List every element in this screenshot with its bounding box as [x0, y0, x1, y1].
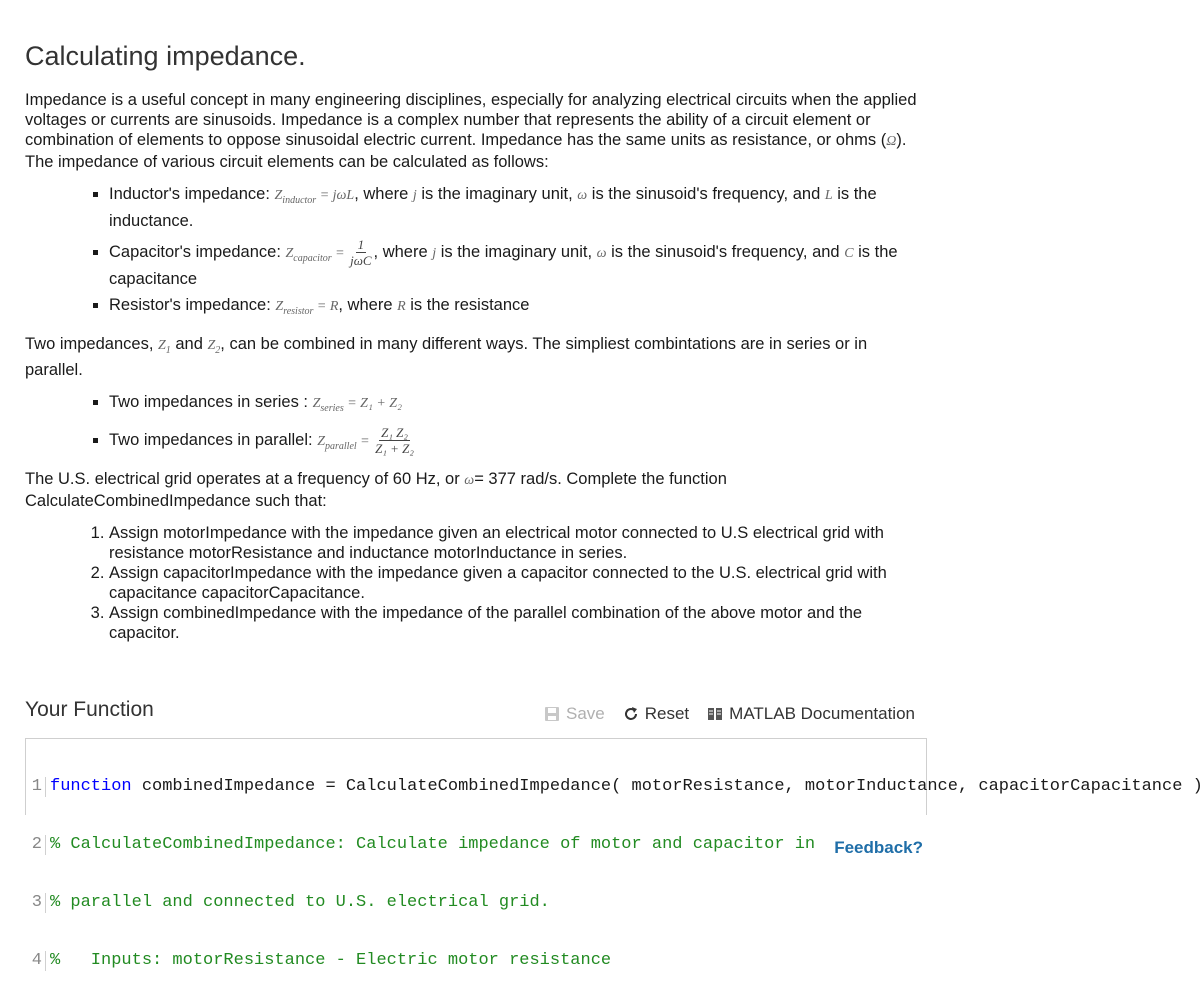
combination-list — [25, 392, 920, 456]
task-list — [25, 523, 920, 643]
combination-paragraph — [25, 334, 920, 381]
code-line — [26, 777, 1203, 797]
tail-text: is the capacitance — [109, 243, 898, 288]
tail-text: is the resistance — [405, 295, 530, 314]
book-icon — [707, 706, 723, 722]
line-number: 3 — [26, 893, 46, 913]
and-text: and — [170, 334, 208, 353]
task-item: 3. Assign combinedImpedance with the impedance of the parallel combination of the above motor and the capacitor. — [109, 603, 920, 643]
reset-label: Reset — [644, 704, 690, 723]
tail-text: is the inductance. — [109, 185, 877, 231]
omega-symbol: ω — [464, 472, 475, 488]
comment-text[interactable]: % CalculateCombinedImpedance: Calculate impedance of motor and capacitor in — [50, 835, 816, 854]
z2-sub: 2 — [215, 344, 221, 356]
l-symbol: L — [824, 188, 833, 204]
r-symbol: R — [397, 298, 406, 314]
intro-text: Impedance is a useful concept in many engineering disciplines, especially for analyzing electrical circuits when the applied voltages or currents are sinusoids. Impedance is a complex number that represents the ability of a circuit element or combination of elements to oppose sinusoidal electric current. Impedance has the same units as resistance, or ohms ( — [25, 91, 917, 150]
resistor-item — [109, 295, 920, 322]
grid-text: The U.S. electrical grid operates at a frequency of 60 Hz, or — [25, 469, 465, 488]
capacitor-label: Capacitor's impedance: — [109, 243, 286, 262]
intro-paragraph — [25, 90, 920, 172]
comment-text[interactable]: % Inputs: motorResistance - Electric motor resistance — [50, 951, 612, 970]
function-title: Your Function — [25, 698, 154, 721]
where-text: , where — [354, 185, 413, 204]
line-number: 4 — [26, 951, 46, 971]
line-number: 1 — [26, 777, 46, 797]
parallel-label: Two impedances in parallel: — [109, 431, 318, 450]
fraction-numerator: 1 — [357, 237, 365, 253]
function-panel-header — [25, 698, 915, 728]
formula-z: Z — [317, 434, 325, 450]
intro-text-end: ). The impedance of various circuit elements can be calculated as follows: — [25, 131, 907, 172]
series-label: Two impedances in series : — [109, 393, 313, 412]
freq-text: is the sinusoid's frequency, and — [606, 243, 845, 262]
resistor-label: Resistor's impedance: — [109, 295, 276, 314]
code-line — [26, 893, 926, 913]
freq-text: is the sinusoid's frequency, and — [587, 185, 825, 204]
save-icon — [544, 706, 560, 722]
formula-rhs: = R — [313, 298, 339, 314]
fraction-denominator: Z₁ + Z₂ — [375, 441, 414, 457]
feedback-link[interactable]: Feedback? — [834, 838, 923, 857]
task-item: 2. Assign capacitorImpedance with the impedance given a capacitor connected to the U.S. electrical grid with capacitance capacitorCapacitance. — [109, 563, 920, 603]
formula-sub: resistor — [283, 305, 314, 317]
docs-label: MATLAB Documentation — [729, 704, 915, 723]
formula-eq: = — [331, 246, 349, 262]
formula-sub: parallel — [325, 440, 357, 452]
formula-sub: capacitor — [293, 252, 332, 264]
parallel-formula — [317, 434, 374, 452]
formula-rhs: = Z₁ + Z₂ — [343, 396, 402, 412]
capacitor-formula — [285, 246, 349, 264]
omega-symbol: ω — [577, 188, 588, 204]
z1-letter: Z — [157, 337, 166, 353]
j-symbol: j — [412, 188, 417, 204]
editor-toolbar — [544, 704, 915, 724]
formula-rhs: = jωL — [316, 188, 355, 204]
line-content[interactable] — [46, 777, 1203, 797]
j-symbol: j — [432, 246, 437, 262]
parallel-item — [109, 425, 920, 457]
page-title: Calculating impedance. — [25, 41, 306, 71]
inductor-item — [109, 184, 920, 231]
comment-text[interactable]: % parallel and connected to U.S. electrical grid. — [50, 893, 550, 912]
element-list — [25, 184, 920, 321]
problem-description — [25, 40, 920, 655]
formula-z: Z — [275, 298, 284, 314]
where-text: , where — [373, 243, 433, 262]
z2-symbol — [207, 337, 221, 356]
code-line — [26, 951, 926, 971]
reset-icon — [623, 706, 639, 722]
formula-eq: = — [356, 434, 374, 450]
formula-z: Z — [312, 396, 321, 412]
inductor-label: Inductor's impedance: — [109, 185, 275, 204]
inductor-formula — [274, 188, 355, 207]
code-text: combinedImpedance = CalculateCombinedImpedance( motorResistance, motorInductance, capacitorCapacitance ) — [131, 777, 1203, 796]
formula-z: Z — [274, 188, 283, 204]
c-symbol: C — [844, 246, 854, 262]
combo-text: Two impedances, — [25, 334, 158, 353]
imag-text: is the imaginary unit, — [436, 243, 597, 262]
omega-symbol: ω — [596, 246, 607, 262]
resistor-formula — [275, 298, 339, 317]
imag-text: is the imaginary unit, — [416, 185, 578, 204]
formula-sub: inductor — [282, 195, 317, 207]
code-line — [26, 835, 926, 855]
grid-paragraph — [25, 469, 920, 511]
matlab-documentation-button[interactable] — [707, 704, 915, 724]
z1-symbol — [157, 337, 171, 356]
keyword: function — [50, 777, 132, 796]
line-number: 2 — [26, 835, 46, 855]
reset-button[interactable] — [623, 704, 689, 724]
formula-sub: series — [320, 403, 344, 415]
formula-z: Z — [285, 246, 294, 262]
fraction-denominator: jωC — [350, 253, 372, 269]
fraction-numerator: Z₁ Z₂ — [381, 425, 408, 441]
parallel-fraction — [373, 425, 416, 456]
save-label: Save — [566, 704, 605, 723]
save-button[interactable] — [544, 704, 605, 724]
combo-text-end: , can be combined in many different ways. The simpliest combintations are in series or in parallel. — [25, 334, 868, 380]
z1-sub: 1 — [165, 344, 171, 356]
z2-letter: Z — [207, 337, 216, 353]
series-formula — [312, 396, 402, 415]
where-text: , where — [338, 295, 398, 314]
series-item — [109, 392, 920, 419]
ohm-symbol: Ω — [886, 134, 897, 150]
task-item: 1. Assign motorImpedance with the impedance given an electrical motor connected to U.S electrical grid with resistance motorResistance and inductance motorInductance in series. — [109, 523, 920, 563]
grid-text-end: = 377 rad/s. Complete the function CalculateCombinedImpedance such that: — [25, 469, 727, 510]
capacitor-item — [109, 237, 920, 289]
capacitor-fraction — [348, 237, 373, 268]
